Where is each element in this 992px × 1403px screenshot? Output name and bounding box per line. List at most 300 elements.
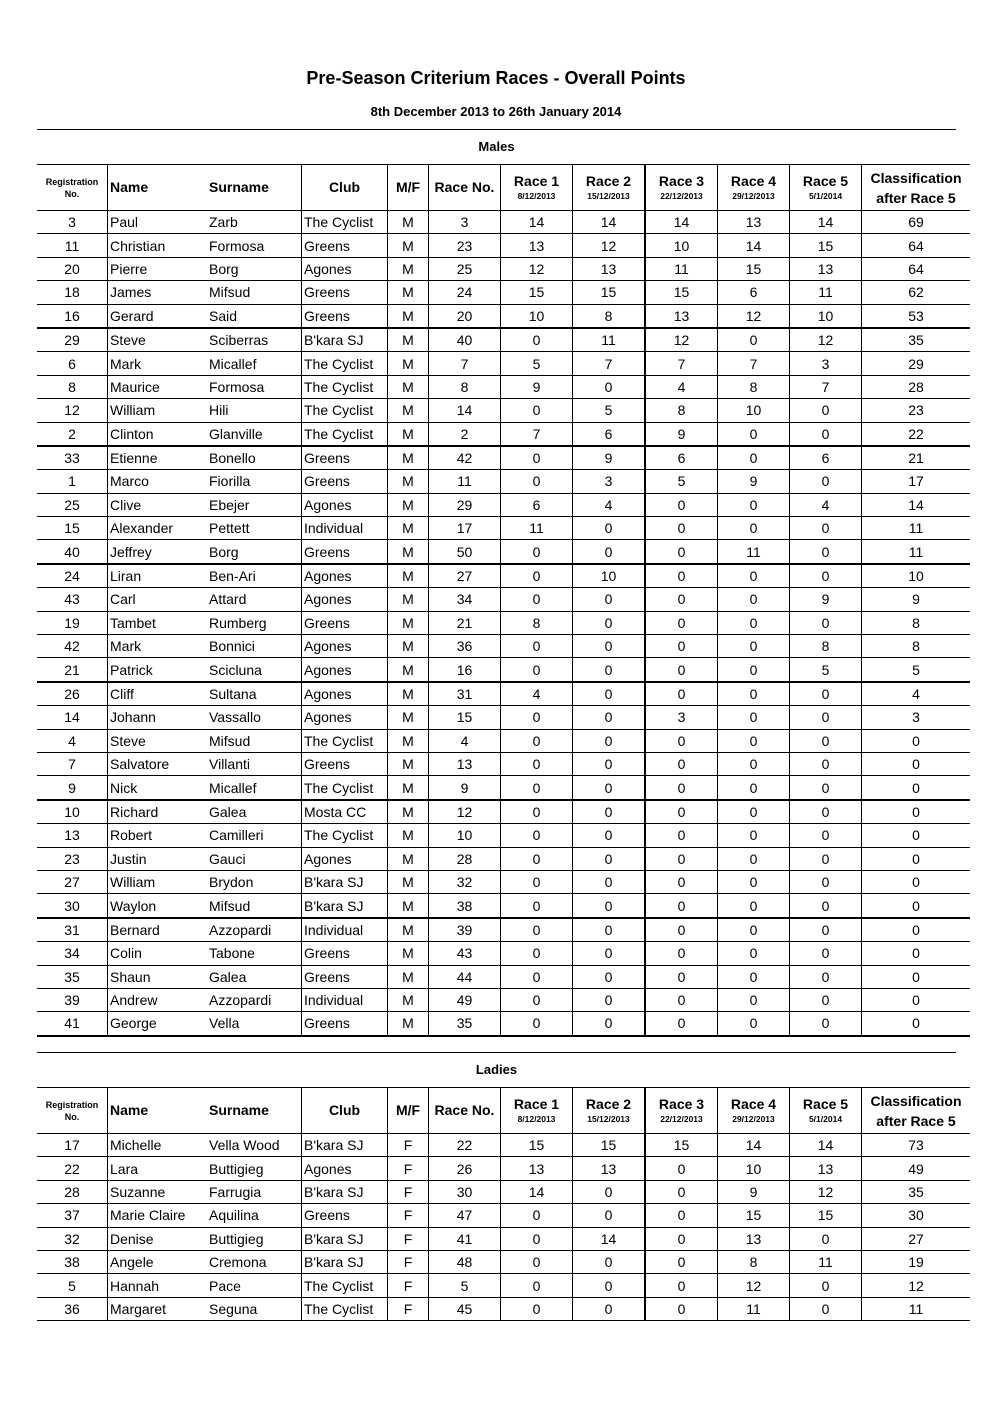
table-row — [37, 988, 970, 1011]
race3-cell: 0 — [645, 1250, 718, 1273]
table-row — [37, 706, 970, 729]
col-race2-header — [573, 1088, 646, 1134]
race5-cell: 0 — [790, 1297, 862, 1320]
mf-cell: M — [388, 234, 429, 257]
race-no-cell: 17 — [429, 517, 501, 540]
race2-cell: 0 — [573, 1012, 646, 1036]
classification-cell: 23 — [862, 399, 971, 422]
col-club-header: Club — [302, 1088, 388, 1134]
race2-cell: 9 — [573, 446, 646, 470]
classification-cell: 27 — [862, 1227, 971, 1250]
race1-cell: 0 — [501, 470, 573, 493]
race1-cell: 15 — [501, 1134, 573, 1157]
race5-date: 5/1/2014 — [808, 190, 843, 201]
race3-cell: 0 — [645, 588, 718, 611]
race4-cell: 0 — [718, 870, 790, 893]
table-row — [37, 824, 970, 847]
race2-cell: 0 — [573, 800, 646, 824]
race5-cell: 12 — [790, 328, 862, 352]
race1-cell: 0 — [501, 1227, 573, 1250]
race3-cell: 0 — [645, 658, 718, 682]
registration-cell: 13 — [37, 824, 108, 847]
classification-cell: 0 — [862, 800, 971, 824]
classification-cell: 21 — [862, 446, 971, 470]
race1-cell: 8 — [501, 611, 573, 634]
col-race1-header — [501, 165, 573, 211]
club-cell: Greens — [302, 752, 388, 775]
name-cell: Denise — [108, 1227, 208, 1250]
race2-cell: 10 — [573, 564, 646, 588]
race2-date: 15/12/2013 — [587, 1113, 630, 1124]
race-no-cell: 41 — [429, 1227, 501, 1250]
name-cell: Colin — [108, 942, 208, 965]
surname-cell: Buttigieg — [207, 1227, 302, 1250]
col-registration-line2: No. — [64, 188, 80, 199]
surname-cell: Azzopardi — [207, 918, 302, 942]
surname-cell: Attard — [207, 588, 302, 611]
mf-cell: F — [388, 1180, 429, 1203]
col-surname-header: Surname — [207, 165, 302, 211]
race1-cell: 0 — [501, 1274, 573, 1297]
race5-label: Race 5 — [802, 1095, 849, 1112]
race-no-cell: 25 — [429, 257, 501, 280]
race3-cell: 0 — [645, 1274, 718, 1297]
race5-cell: 0 — [790, 942, 862, 965]
race-no-cell: 27 — [429, 564, 501, 588]
race-no-cell: 42 — [429, 446, 501, 470]
classification-cell: 0 — [862, 988, 971, 1011]
race1-cell: 15 — [501, 281, 573, 304]
surname-cell: Hili — [207, 399, 302, 422]
name-cell: Mark — [108, 635, 208, 658]
race5-cell: 0 — [790, 517, 862, 540]
surname-cell: Vella — [207, 1012, 302, 1036]
surname-cell: Mifsud — [207, 729, 302, 752]
table-row — [37, 870, 970, 893]
mf-cell: M — [388, 800, 429, 824]
registration-cell: 43 — [37, 588, 108, 611]
race-no-cell: 48 — [429, 1250, 501, 1273]
club-cell: Agones — [302, 635, 388, 658]
registration-cell: 5 — [37, 1274, 108, 1297]
table-row — [37, 470, 970, 493]
race5-cell: 14 — [790, 211, 862, 234]
race-no-cell: 13 — [429, 752, 501, 775]
name-cell: Marie Claire — [108, 1204, 208, 1227]
table-row — [37, 1134, 970, 1157]
race-no-cell: 20 — [429, 304, 501, 328]
classification-cell: 9 — [862, 588, 971, 611]
race5-label: Race 5 — [802, 172, 849, 189]
classification-cell: 19 — [862, 1250, 971, 1273]
table-row — [37, 588, 970, 611]
race1-cell: 13 — [501, 1157, 573, 1180]
col-race-no-header: Race No. — [429, 165, 501, 211]
classification-cell: 8 — [862, 611, 971, 634]
name-cell: Waylon — [108, 894, 208, 918]
males-table — [37, 164, 970, 1037]
race4-cell: 8 — [718, 375, 790, 398]
club-cell: The Cyclist — [302, 729, 388, 752]
race2-cell: 0 — [573, 847, 646, 870]
name-cell: William — [108, 870, 208, 893]
race2-cell: 0 — [573, 588, 646, 611]
race-no-cell: 22 — [429, 1134, 501, 1157]
surname-cell: Villanti — [207, 752, 302, 775]
race3-cell: 0 — [645, 870, 718, 893]
classification-cell: 0 — [862, 824, 971, 847]
registration-cell: 29 — [37, 328, 108, 352]
race3-cell: 10 — [645, 234, 718, 257]
col-registration-line1: Registration — [45, 176, 99, 187]
race1-cell: 0 — [501, 1204, 573, 1227]
table-row — [37, 422, 970, 446]
race3-cell: 0 — [645, 776, 718, 800]
page-title: Pre-Season Criterium Races - Overall Points — [306, 68, 686, 88]
registration-cell: 36 — [37, 1297, 108, 1320]
surname-cell: Galea — [207, 965, 302, 988]
race-no-cell: 36 — [429, 635, 501, 658]
table-row — [37, 328, 970, 352]
males-heading: Males — [37, 129, 956, 164]
race1-cell: 0 — [501, 1012, 573, 1036]
ladies-heading: Ladies — [37, 1052, 956, 1087]
classification-cell: 0 — [862, 752, 971, 775]
race2-cell: 0 — [573, 658, 646, 682]
table-row — [37, 682, 970, 706]
table-row — [37, 234, 970, 257]
mf-cell: F — [388, 1274, 429, 1297]
race-no-cell: 3 — [429, 211, 501, 234]
classification-cell: 11 — [862, 517, 971, 540]
surname-cell: Pettett — [207, 517, 302, 540]
race2-cell: 7 — [573, 352, 646, 375]
name-cell: Steve — [108, 729, 208, 752]
surname-cell: Pace — [207, 1274, 302, 1297]
name-cell: Etienne — [108, 446, 208, 470]
mf-cell: M — [388, 729, 429, 752]
classification-cell: 10 — [862, 564, 971, 588]
name-cell: Carl — [108, 588, 208, 611]
race-no-cell: 26 — [429, 1157, 501, 1180]
race1-cell: 0 — [501, 540, 573, 564]
race2-cell: 0 — [573, 1274, 646, 1297]
males-header-row — [37, 165, 970, 211]
race2-cell: 15 — [573, 281, 646, 304]
race2-cell: 0 — [573, 965, 646, 988]
registration-cell: 41 — [37, 1012, 108, 1036]
classification-cell: 0 — [862, 965, 971, 988]
race1-cell: 10 — [501, 304, 573, 328]
mf-cell: M — [388, 304, 429, 328]
race3-cell: 0 — [645, 611, 718, 634]
race4-cell: 0 — [718, 611, 790, 634]
race1-cell: 14 — [501, 1180, 573, 1203]
mf-cell: M — [388, 1012, 429, 1036]
club-cell: Greens — [302, 1012, 388, 1036]
classification-cell: 64 — [862, 257, 971, 280]
race4-cell: 0 — [718, 446, 790, 470]
race2-cell: 0 — [573, 729, 646, 752]
males-section — [37, 129, 962, 1037]
classification-cell: 0 — [862, 847, 971, 870]
mf-cell: M — [388, 988, 429, 1011]
race2-cell: 0 — [573, 375, 646, 398]
surname-cell: Tabone — [207, 942, 302, 965]
race5-cell: 13 — [790, 1157, 862, 1180]
registration-cell: 20 — [37, 257, 108, 280]
club-cell: B'kara SJ — [302, 870, 388, 893]
race5-cell: 0 — [790, 706, 862, 729]
name-cell: Alexander — [108, 517, 208, 540]
race3-cell: 0 — [645, 800, 718, 824]
race2-cell: 6 — [573, 422, 646, 446]
race1-cell: 0 — [501, 752, 573, 775]
race5-cell: 0 — [790, 965, 862, 988]
mf-cell: M — [388, 870, 429, 893]
surname-cell: Farrugia — [207, 1180, 302, 1203]
race5-cell: 0 — [790, 1227, 862, 1250]
race5-cell: 0 — [790, 564, 862, 588]
race3-cell: 0 — [645, 988, 718, 1011]
race1-cell: 0 — [501, 800, 573, 824]
race3-cell: 0 — [645, 682, 718, 706]
race5-cell: 0 — [790, 540, 862, 564]
race3-cell: 8 — [645, 399, 718, 422]
race5-cell: 11 — [790, 1250, 862, 1273]
name-cell: Cliff — [108, 682, 208, 706]
race2-cell: 0 — [573, 682, 646, 706]
race-no-cell: 50 — [429, 540, 501, 564]
race4-cell: 0 — [718, 1012, 790, 1036]
race2-label: Race 2 — [585, 1095, 632, 1112]
registration-cell: 31 — [37, 918, 108, 942]
race5-cell: 0 — [790, 470, 862, 493]
mf-cell: M — [388, 635, 429, 658]
registration-cell: 42 — [37, 635, 108, 658]
race4-cell: 0 — [718, 422, 790, 446]
race3-cell: 15 — [645, 281, 718, 304]
race1-cell: 0 — [501, 328, 573, 352]
race5-cell: 15 — [790, 1204, 862, 1227]
surname-cell: Ebejer — [207, 493, 302, 516]
classification-cell: 69 — [862, 211, 971, 234]
race2-cell: 0 — [573, 611, 646, 634]
race3-cell: 0 — [645, 752, 718, 775]
race3-cell: 12 — [645, 328, 718, 352]
race-no-cell: 8 — [429, 375, 501, 398]
race3-cell: 3 — [645, 706, 718, 729]
registration-cell: 6 — [37, 352, 108, 375]
race-no-cell: 11 — [429, 470, 501, 493]
table-row — [37, 446, 970, 470]
race-no-cell: 40 — [429, 328, 501, 352]
race-no-cell: 24 — [429, 281, 501, 304]
race3-cell: 0 — [645, 517, 718, 540]
surname-cell: Bonello — [207, 446, 302, 470]
mf-cell: F — [388, 1134, 429, 1157]
race4-cell: 14 — [718, 1134, 790, 1157]
race2-cell: 13 — [573, 257, 646, 280]
race1-cell: 0 — [501, 635, 573, 658]
col-race3-header — [645, 165, 718, 211]
classification-cell: 5 — [862, 658, 971, 682]
classification-cell: 35 — [862, 1180, 971, 1203]
mf-cell: M — [388, 965, 429, 988]
registration-cell: 34 — [37, 942, 108, 965]
classification-cell: 29 — [862, 352, 971, 375]
race-no-cell: 39 — [429, 918, 501, 942]
club-cell: Mosta CC — [302, 800, 388, 824]
name-cell: Margaret — [108, 1297, 208, 1320]
race-no-cell: 2 — [429, 422, 501, 446]
race2-cell: 8 — [573, 304, 646, 328]
surname-cell: Borg — [207, 257, 302, 280]
race1-date: 8/12/2013 — [517, 1113, 556, 1124]
mf-cell: M — [388, 658, 429, 682]
name-cell: Richard — [108, 800, 208, 824]
ladies-header-row — [37, 1088, 970, 1134]
table-row — [37, 493, 970, 516]
race5-cell: 6 — [790, 446, 862, 470]
surname-cell: Sultana — [207, 682, 302, 706]
registration-cell: 21 — [37, 658, 108, 682]
mf-cell: M — [388, 894, 429, 918]
mf-cell: F — [388, 1250, 429, 1273]
classification-line1: Classification — [870, 1092, 962, 1109]
race-no-cell: 31 — [429, 682, 501, 706]
name-cell: Justin — [108, 847, 208, 870]
club-cell: The Cyclist — [302, 422, 388, 446]
race4-cell: 9 — [718, 1180, 790, 1203]
race4-cell: 12 — [718, 1274, 790, 1297]
race1-cell: 11 — [501, 517, 573, 540]
race5-cell: 0 — [790, 918, 862, 942]
race4-cell: 15 — [718, 257, 790, 280]
surname-cell: Micallef — [207, 352, 302, 375]
race2-cell: 12 — [573, 234, 646, 257]
race1-cell: 0 — [501, 870, 573, 893]
col-race1-header — [501, 1088, 573, 1134]
classification-cell: 0 — [862, 918, 971, 942]
mf-cell: M — [388, 752, 429, 775]
race5-cell: 0 — [790, 399, 862, 422]
registration-cell: 3 — [37, 211, 108, 234]
classification-cell: 64 — [862, 234, 971, 257]
table-row — [37, 1297, 970, 1320]
name-cell: Johann — [108, 706, 208, 729]
race4-cell: 12 — [718, 304, 790, 328]
race5-cell: 0 — [790, 1012, 862, 1036]
race3-label: Race 3 — [658, 172, 705, 189]
ladies-table-body — [37, 1134, 970, 1321]
name-cell: Nick — [108, 776, 208, 800]
race1-cell: 0 — [501, 729, 573, 752]
race1-cell: 6 — [501, 493, 573, 516]
registration-cell: 22 — [37, 1157, 108, 1180]
race1-label: Race 1 — [513, 172, 560, 189]
col-mf-header: M/F — [388, 1088, 429, 1134]
race5-cell: 0 — [790, 870, 862, 893]
race4-cell: 0 — [718, 588, 790, 611]
registration-cell: 40 — [37, 540, 108, 564]
mf-cell: M — [388, 776, 429, 800]
race5-cell: 0 — [790, 729, 862, 752]
race3-cell: 0 — [645, 1157, 718, 1180]
name-cell: Liran — [108, 564, 208, 588]
race2-label: Race 2 — [585, 172, 632, 189]
col-registration-line2: No. — [64, 1111, 80, 1122]
registration-cell: 38 — [37, 1250, 108, 1273]
classification-cell: 0 — [862, 894, 971, 918]
race1-label: Race 1 — [513, 1095, 560, 1112]
table-row — [37, 942, 970, 965]
surname-cell: Cremona — [207, 1250, 302, 1273]
mf-cell: M — [388, 328, 429, 352]
club-cell: Agones — [302, 1157, 388, 1180]
race4-date: 29/12/2013 — [732, 190, 775, 201]
race3-cell: 11 — [645, 257, 718, 280]
table-row — [37, 1227, 970, 1250]
race2-cell: 0 — [573, 776, 646, 800]
classification-cell: 0 — [862, 776, 971, 800]
race-no-cell: 23 — [429, 234, 501, 257]
club-cell: The Cyclist — [302, 1274, 388, 1297]
surname-cell: Fiorilla — [207, 470, 302, 493]
race1-cell: 5 — [501, 352, 573, 375]
race1-cell: 0 — [501, 918, 573, 942]
club-cell: B'kara SJ — [302, 1227, 388, 1250]
club-cell: Agones — [302, 564, 388, 588]
registration-cell: 26 — [37, 682, 108, 706]
race2-cell: 0 — [573, 1250, 646, 1273]
race2-cell: 0 — [573, 1180, 646, 1203]
table-row — [37, 800, 970, 824]
race5-cell: 8 — [790, 635, 862, 658]
race5-cell: 0 — [790, 682, 862, 706]
mf-cell: M — [388, 352, 429, 375]
race3-cell: 0 — [645, 942, 718, 965]
mf-cell: M — [388, 281, 429, 304]
race3-cell: 0 — [645, 1180, 718, 1203]
name-cell: Clive — [108, 493, 208, 516]
mf-cell: M — [388, 422, 429, 446]
col-race-no-header: Race No. — [429, 1088, 501, 1134]
race3-cell: 7 — [645, 352, 718, 375]
name-cell: Shaun — [108, 965, 208, 988]
mf-cell: M — [388, 375, 429, 398]
name-cell: Mark — [108, 352, 208, 375]
classification-cell: 53 — [862, 304, 971, 328]
race3-cell: 0 — [645, 1204, 718, 1227]
race4-cell: 0 — [718, 824, 790, 847]
registration-cell: 9 — [37, 776, 108, 800]
name-cell: William — [108, 399, 208, 422]
race-no-cell: 30 — [429, 1180, 501, 1203]
race5-cell: 9 — [790, 588, 862, 611]
name-cell: Marco — [108, 470, 208, 493]
mf-cell: M — [388, 942, 429, 965]
club-cell: B'kara SJ — [302, 894, 388, 918]
name-cell: Hannah — [108, 1274, 208, 1297]
surname-cell: Sciberras — [207, 328, 302, 352]
table-row — [37, 540, 970, 564]
mf-cell: F — [388, 1204, 429, 1227]
race3-cell: 0 — [645, 1297, 718, 1320]
surname-cell: Aquilina — [207, 1204, 302, 1227]
classification-cell: 0 — [862, 1012, 971, 1036]
race1-cell: 0 — [501, 942, 573, 965]
